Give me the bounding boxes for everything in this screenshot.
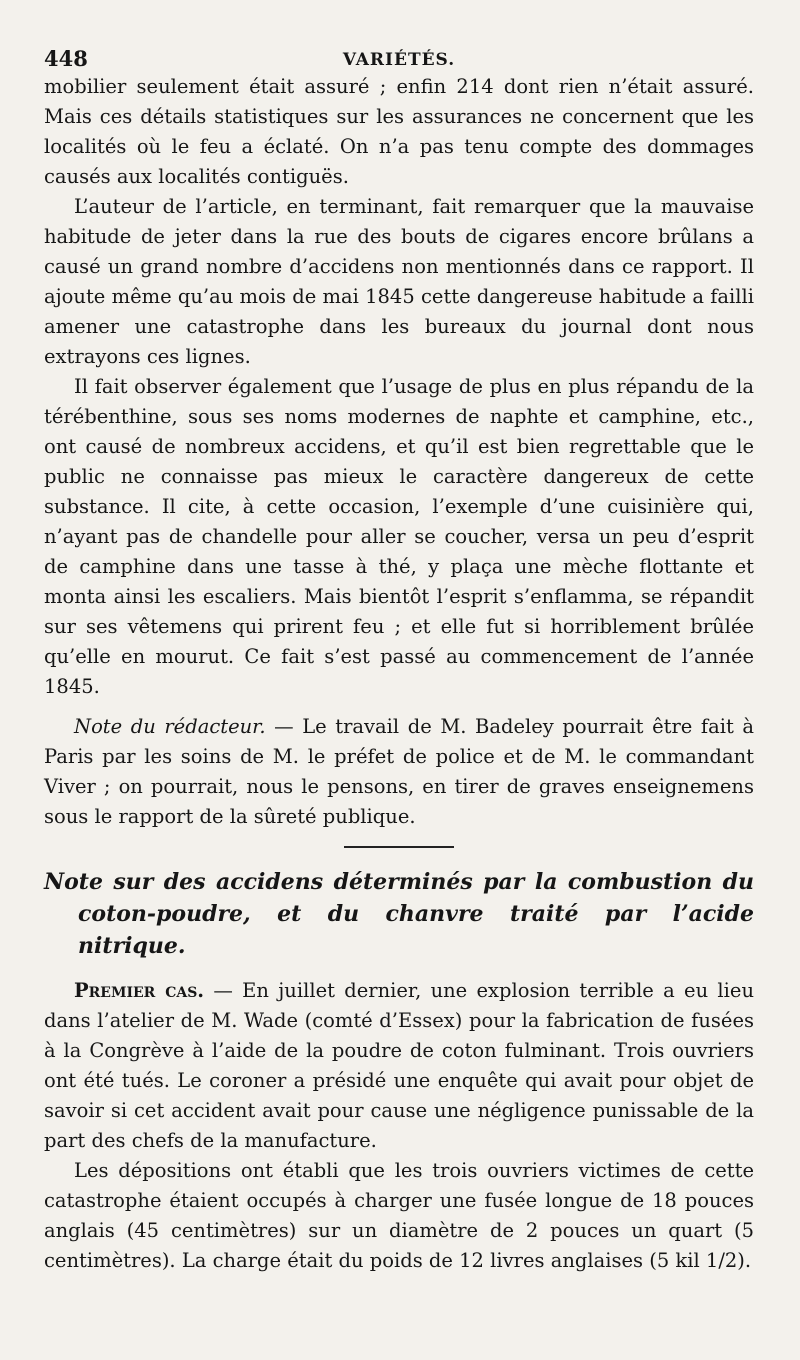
section-separator <box>344 846 454 848</box>
section-title: VARIÉTÉS. <box>342 50 456 70</box>
editor-note <box>44 712 754 832</box>
page-number: 448 <box>44 46 88 71</box>
first-case-label: Premier cas. <box>74 979 205 1002</box>
first-case-paragraph <box>44 976 754 1156</box>
body-text <box>44 72 754 1276</box>
paragraph-2: L’auteur de l’article, en terminant, fait remarquer que la mauvaise habitude de jeter dans la rue des bouts de cigares encore brûlans a causé un grand nombre d’accidens non mentionnés dans ce rapport. Il ajoute même qu’au mois de mai 1845 cette dangereuse habitude a failli amener une catastrophe dans les bureaux du journal dont nous extrayons ces lignes. <box>44 195 754 368</box>
editor-note-lead: Note du rédacteur. <box>74 715 266 738</box>
editor-note-text: — Le travail de M. Badeley pourrait être fait à Paris par les soins de M. le préfet de police et de M. le commandant Viver ; on pourrait, nous le pensons, en tirer de graves enseignemens sous le rapport de la sûreté publique. <box>44 715 754 828</box>
first-case-text: — En juillet dernier, une explosion terrible a eu lieu dans l’atelier de M. Wade (comté d’Essex) pour la fabrication de fusées à la Congrève à l’aide de la poudre de coton fulminant. Trois ouvriers ont été tués. Le coroner a présidé une enquête qui avait pour objet de savoir si cet accident avait pour cause une négligence punissable de la part des chefs de la manufacture. <box>44 979 754 1152</box>
running-head <box>44 38 754 72</box>
paragraph-3: Il fait observer également que l’usage de plus en plus répandu de la térébenthine, sous ses noms modernes de naphte et camphine, etc., ont causé de nombreux accidens, et qu’il est bien regrettable que le public ne connaisse pas mieux le caractère dangereux de cette substance. Il cite, à cette occasion, l’exemple d’une cuisinière qui, n’ayant pas de chandelle pour aller se coucher, versa un peu d’esprit de camphine dans une tasse à thé, y plaça une mèche flottante et monta ainsi les escaliers. Mais bientôt l’esprit s’enflamma, se répandit sur ses vêtemens qui prirent feu ; et elle fut si horriblement brûlée qu’elle en mourut. Ce fait s’est passé au commencement de l’année 1845. <box>44 375 754 698</box>
note-heading: Note sur des accidens déterminés par la combustion du coton-poudre, et du chanvre traité par l’acide nitrique. <box>44 869 754 959</box>
paragraph-depositions: Les dépositions ont établi que les trois ouvriers victimes de cette catastrophe étaient occupés à charger une fusée longue de 18 pouces anglais (45 centimètres) sur un diamètre de 2 pouces un quart (5 centimètres). La charge était du poids de 12 livres anglaises (5 kil 1/2). <box>44 1159 754 1272</box>
paragraph-1: mobilier seulement était assuré ; enfin 214 dont rien n’était assuré. Mais ces détails statistiques sur les assurances ne concernent que les localités où le feu a éclaté. On n’a pas tenu compte des dommages causés aux localités contiguës. <box>44 75 754 188</box>
